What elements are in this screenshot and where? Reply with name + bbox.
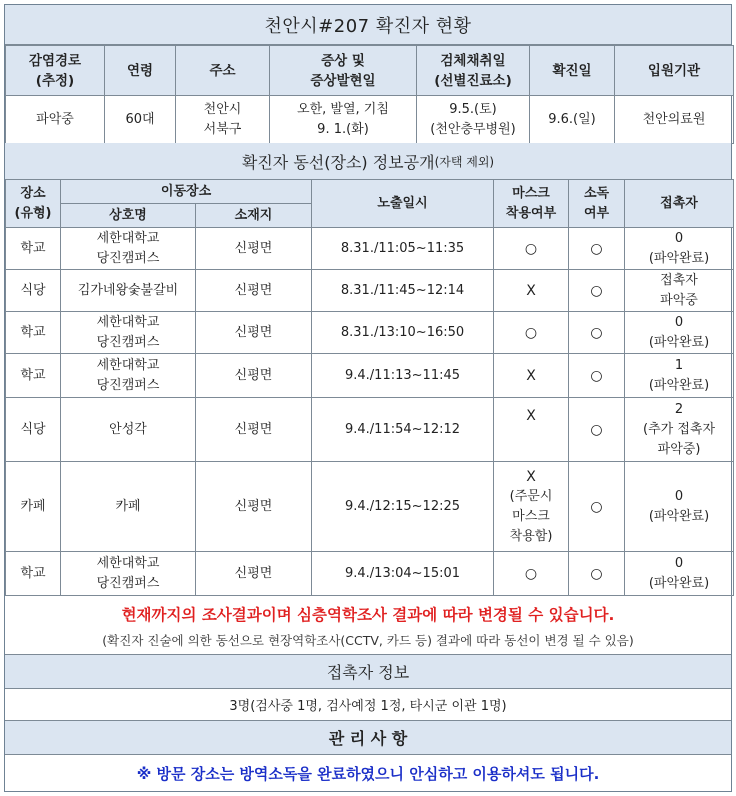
warning-note: (확진자 진술에 의한 동선으로 현장역학조사(CCTV, 카드 등) 결과에 따라 동선이 변경 될 수 있음) <box>102 632 634 648</box>
contacts-cell: 접촉자 파악중 <box>625 270 734 312</box>
header-infection-route: 감염경로 (추정) <box>6 46 105 96</box>
route-section-title <box>5 143 731 179</box>
route-row <box>6 552 734 596</box>
mask-cell: ○ <box>494 228 569 270</box>
disinfect-cell: ○ <box>569 398 625 462</box>
management-text: ※ 방문 장소는 방역소독을 완료하였으니 안심하고 이용하셔도 됩니다. <box>136 764 600 783</box>
business-name-cell: 세한대학교 당진캠퍼스 <box>61 354 196 398</box>
business-name-cell: 안성각 <box>61 398 196 462</box>
route-row <box>6 354 734 398</box>
header-age: 연령 <box>105 46 176 96</box>
place-type-cell: 학교 <box>6 228 61 270</box>
business-name-cell: 세한대학교 당진캠퍼스 <box>61 552 196 596</box>
exposure-time-cell: 8.31./13:10~16:50 <box>312 312 494 354</box>
business-name-cell: 세한대학교 당진캠퍼스 <box>61 228 196 270</box>
contacts-cell: 0 (파악완료) <box>625 462 734 552</box>
disinfect-cell: ○ <box>569 270 625 312</box>
contacts-cell: 2 (추가 접촉자 파악중) <box>625 398 734 462</box>
header-address: 주소 <box>176 46 270 96</box>
header-exposure-time: 노출일시 <box>312 180 494 228</box>
warning-block <box>5 597 731 655</box>
location-cell: 신평면 <box>196 354 312 398</box>
business-name-cell: 김가네왕숯불갈비 <box>61 270 196 312</box>
symptoms-value: 오한, 발열, 기침 9. 1.(화) <box>270 96 417 144</box>
business-name-cell: 세한대학교 당진캠퍼스 <box>61 312 196 354</box>
location-cell: 신평면 <box>196 552 312 596</box>
header-confirm-date: 확진일 <box>530 46 615 96</box>
exposure-time-cell: 8.31./11:45~12:14 <box>312 270 494 312</box>
mask-cell: X (주문시 마스크 착용함) <box>494 462 569 552</box>
exposure-time-cell: 9.4./11:13~11:45 <box>312 354 494 398</box>
location-cell: 신평면 <box>196 228 312 270</box>
route-row <box>6 398 734 462</box>
mask-cell: ○ <box>494 552 569 596</box>
header-contacts: 접촉자 <box>625 180 734 228</box>
disinfect-cell: ○ <box>569 354 625 398</box>
place-type-cell: 학교 <box>6 552 61 596</box>
case-data-row <box>6 96 734 144</box>
confirm-date-value: 9.6.(일) <box>530 96 615 144</box>
place-type-cell: 학교 <box>6 312 61 354</box>
exposure-time-cell: 9.4./11:54~12:12 <box>312 398 494 462</box>
route-row <box>6 270 734 312</box>
disinfect-cell: ○ <box>569 552 625 596</box>
location-cell: 신평면 <box>196 270 312 312</box>
disinfect-cell: ○ <box>569 312 625 354</box>
case-header-row <box>6 46 734 96</box>
route-table <box>5 179 734 596</box>
header-sample-date: 검체채취일 (선별진료소) <box>417 46 530 96</box>
mask-cell: X <box>494 270 569 312</box>
infection-route-value: 파악중 <box>6 96 105 144</box>
header-move-place: 이동장소 <box>61 180 312 204</box>
contact-info-title: 접촉자 정보 <box>5 655 731 689</box>
header-mask: 마스크 착용여부 <box>494 180 569 228</box>
exposure-time-cell: 9.4./12:15~12:25 <box>312 462 494 552</box>
header-symptoms: 증상 및 증상발현일 <box>270 46 417 96</box>
header-location: 소재지 <box>196 204 312 228</box>
place-type-cell: 학교 <box>6 354 61 398</box>
management-title: 관 리 사 항 <box>5 721 731 755</box>
route-section-note: (자택 제외) <box>434 154 495 169</box>
contact-info-text: 3명(검사중 1명, 검사예정 1정, 타시군 이관 1명) <box>5 689 731 721</box>
location-cell: 신평면 <box>196 398 312 462</box>
report-title: 천안시#207 확진자 현황 <box>5 5 731 45</box>
hospital-value: 천안의료원 <box>615 96 734 144</box>
contacts-cell: 1 (파악완료) <box>625 354 734 398</box>
age-value: 60대 <box>105 96 176 144</box>
business-name-cell: 카페 <box>61 462 196 552</box>
address-value: 천안시 서북구 <box>176 96 270 144</box>
place-type-cell: 카페 <box>6 462 61 552</box>
exposure-time-cell: 9.4./13:04~15:01 <box>312 552 494 596</box>
header-place-type: 장소 (유형) <box>6 180 61 228</box>
place-type-cell: 식당 <box>6 398 61 462</box>
disinfect-cell: ○ <box>569 228 625 270</box>
case-report-sheet <box>4 4 732 792</box>
sample-date-value: 9.5.(토) (천안충무병원) <box>417 96 530 144</box>
route-row <box>6 312 734 354</box>
location-cell: 신평면 <box>196 312 312 354</box>
disinfect-cell: ○ <box>569 462 625 552</box>
mask-cell: X <box>494 354 569 398</box>
header-business-name: 상호명 <box>61 204 196 228</box>
header-hospital: 입원기관 <box>615 46 734 96</box>
contacts-cell: 0 (파악완료) <box>625 312 734 354</box>
mask-cell: ○ <box>494 312 569 354</box>
route-header-row-1 <box>6 180 734 204</box>
location-cell: 신평면 <box>196 462 312 552</box>
place-type-cell: 식당 <box>6 270 61 312</box>
contacts-cell: 0 (파악완료) <box>625 228 734 270</box>
case-summary-table <box>5 45 734 144</box>
header-disinfect: 소독 여부 <box>569 180 625 228</box>
contacts-cell: 0 (파악완료) <box>625 552 734 596</box>
warning-text: 현재까지의 조사결과이며 심층역학조사 결과에 따라 변경될 수 있습니다. <box>121 605 615 624</box>
route-row <box>6 228 734 270</box>
exposure-time-cell: 8.31./11:05~11:35 <box>312 228 494 270</box>
route-section-heading: 확진자 동선(장소) 정보공개 <box>241 152 435 172</box>
route-row <box>6 462 734 552</box>
mask-cell: X <box>494 398 569 462</box>
